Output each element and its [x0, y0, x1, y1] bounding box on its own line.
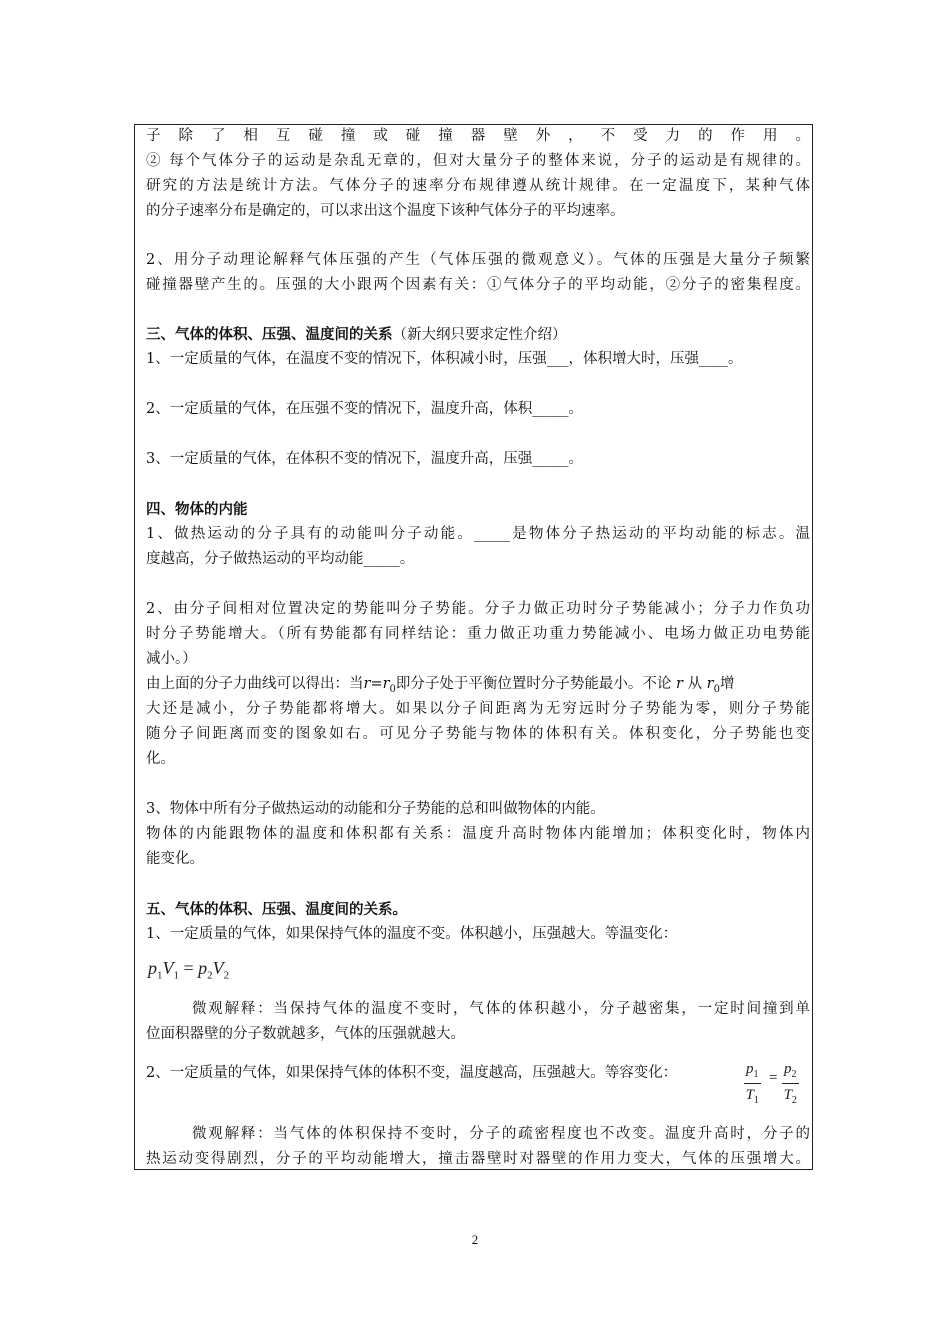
section-heading-note: （新大纲只要求定性介绍）	[392, 327, 567, 343]
text-line: 2、用分子动理论解释气体压强的产生（气体压强的微观意义）。气体的压强是大量分子频繁	[146, 252, 810, 268]
page-number: 2	[471, 1232, 479, 1247]
text-line: 大还是减小，分子势能都将增大。如果以分子间距离为无穷远时分子势能为零，则分子势能	[146, 701, 810, 717]
text-line: 化。	[146, 751, 175, 767]
text-fragment: 增	[719, 676, 735, 692]
text-line: 1、一定质量的气体，在温度不变的情况下，体积减小时，压强___，体积增大时，压强____。	[146, 351, 743, 367]
isochoric-equals: =	[769, 1070, 778, 1086]
isothermal-formula: $p_1V_1 = p_2V_2$	[148, 958, 230, 982]
section-heading-bold: 三、气体的体积、压强、温度间的关系	[146, 326, 393, 343]
text-line: 3、一定质量的气体，在体积不变的情况下，温度升高，压强_____。	[146, 451, 583, 467]
text-line: 子除了相互碰撞或碰撞器壁外，不受力的作用。	[146, 128, 810, 144]
math-var: r	[382, 676, 390, 692]
text-fragment: 即分子处于平衡位置时分子势能最小。不论	[395, 676, 672, 692]
text-line: 能变化。	[146, 851, 204, 867]
isochoric-fraction-left: $\frac{p_1}{T_1}$	[745, 1061, 759, 1106]
text-line: 2、一定质量的气体，在压强不变的情况下，温度升高，体积_____。	[146, 401, 583, 417]
math-var: r	[706, 676, 714, 692]
text-line: 物体的内能跟物体的温度和体积都有关系：温度升高时物体内能增加；体积变化时，物体内	[146, 826, 810, 842]
text-line: 1、做热运动的分子具有的动能叫分子动能。_____是物体分子热运动的平均动能的标志。温	[146, 526, 810, 542]
text-fragment: 由上面的分子力曲线可以得出：当	[146, 676, 364, 692]
text-line: 的分子速率分布是确定的，可以求出这个温度下该种气体分子的平均速率。	[146, 203, 625, 219]
isochoric-fraction-right: $\frac{p_2}{T_2}$	[783, 1061, 797, 1106]
section-heading-4: 四、物体的内能	[146, 501, 248, 518]
text-fragment: 从	[687, 676, 703, 692]
text-line: 2、一定质量的气体，如果保持气体的体积不变，温度越高，压强越大。等容变化：	[146, 1065, 678, 1081]
text-line: 减小。）	[146, 651, 197, 667]
math-var: r	[363, 676, 371, 692]
text-line: 微观解释：当保持气体的温度不变时，气体的体积越小，分子越密集，一定时间撞到单	[192, 1001, 810, 1017]
section-heading-3	[146, 322, 810, 348]
math-var: r	[676, 676, 683, 692]
text-line: 时分子势能增大。（所有势能都有同样结论：重力做正功重力势能减小、电场力做正功电势能	[146, 626, 810, 642]
math-sub: 0	[713, 683, 720, 695]
text-line: 度越高，分子做热运动的平均动能_____。	[146, 551, 415, 567]
text-line: 碰撞器壁产生的。压强的大小跟两个因素有关：①气体分子的平均动能，②分子的密集程度。	[146, 277, 810, 293]
text-line: ② 每个气体分子的运动是杂乱无章的，但对大量分子的整体来说，分子的运动是有规律的。	[146, 153, 810, 169]
section-heading-5: 五、气体的体积、压强、温度间的关系。	[146, 901, 407, 918]
math-eq: =	[370, 676, 383, 692]
text-line: 1、一定质量的气体，如果保持气体的温度不变。体积越小，压强越大。等温变化：	[146, 926, 678, 942]
text-line: 热运动变得剧烈，分子的平均动能增大，撞击器壁时对器壁的作用力变大，气体的压强增大。	[146, 1151, 810, 1167]
text-line: 随分子间距离而变的图象如右。可见分子势能与物体的体积有关。体积变化，分子势能也变	[146, 726, 810, 742]
math-sub: 0	[389, 683, 396, 695]
text-line: 位面积器壁的分子数就越多，气体的压强就越大。	[146, 1026, 465, 1042]
text-line: 微观解释：当气体的体积保持不变时，分子的疏密程度也不改变。温度升高时，分子的	[192, 1126, 810, 1142]
text-line: 2、由分子间相对位置决定的势能叫分子势能。分子力做正功时分子势能减小；分子力作负功	[146, 601, 810, 617]
text-line: 3、物体中所有分子做热运动的动能和分子势能的总和叫做物体的内能。	[146, 801, 605, 817]
text-line: 研究的方法是统计方法。气体分子的速率分布规律遵从统计规律。在一定温度下，某种气体	[146, 178, 810, 194]
